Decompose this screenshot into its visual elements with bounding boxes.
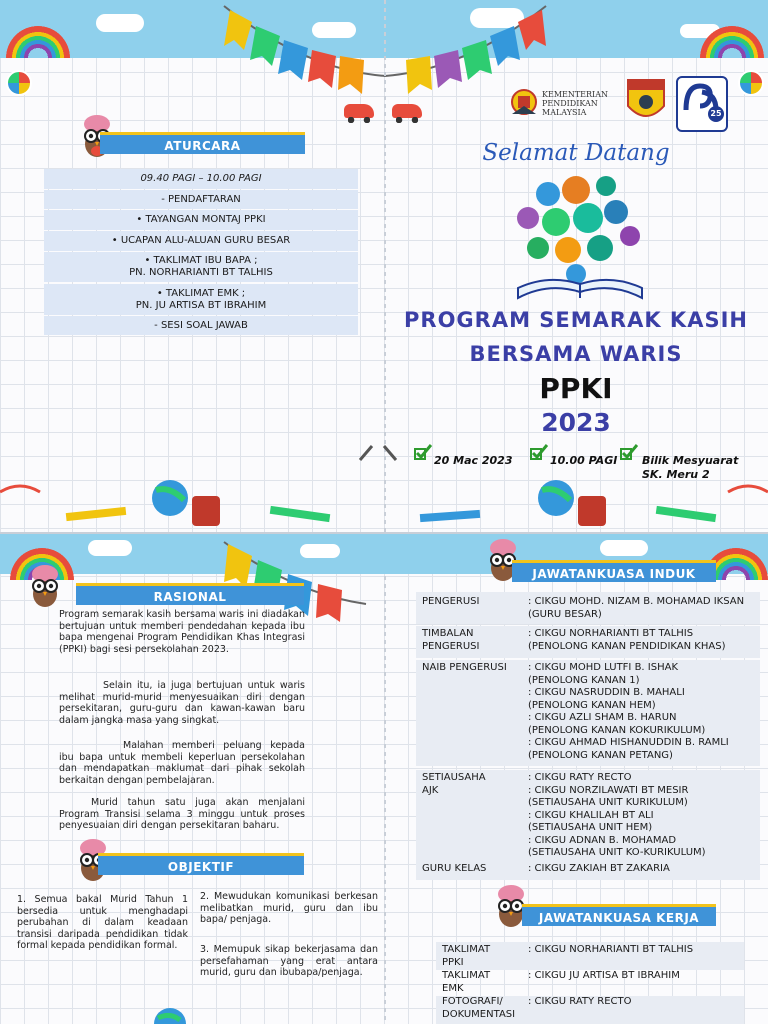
rasional-paragraph: Selain itu, ia juga bertujuan untuk waris melihat murid-murid menyesuaikan diri dengan persekitaran, guru-guru dan kawan-kawan baru dalam jangka masa yang singkat.	[59, 680, 305, 726]
committee-member: : CIKGU MOHD LUTFI B. ISHAK (PENOLONG KANAN 1) : CIKGU NASRUDDIN B. MAHALI (PENOLONG KANAN HEM) : CIKGU AZLI SHAM B. HARUN (PENOLONG KANAN KOKURIKULUM) : CIKGU AHMAD HISHANUDDIN B. RAMLI (PENOLONG KANAN PETANG)	[528, 662, 729, 761]
objektif-item: 3. Memupuk sikap bekerjasama dan persefahaman yang erat antara murid, guru dan ibubapa/penjaga.	[200, 944, 378, 978]
ministry-crest-icon	[508, 86, 540, 118]
ministry-name	[542, 90, 608, 117]
beach-ball-icon	[738, 70, 764, 96]
toy-car-icon	[392, 104, 422, 118]
rasional-header: RASIONAL	[76, 583, 304, 605]
aturcara-item: • UCAPAN ALU-ALUAN GURU BESAR	[44, 231, 358, 251]
event-date: 20 Mac 2023	[434, 454, 513, 467]
aturcara-item-line: PN. NORHARIANTI BT TALHIS	[129, 267, 273, 278]
program-year: 2023	[541, 408, 611, 437]
aturcara-item	[44, 252, 358, 282]
beach-ball-icon	[6, 70, 32, 96]
aturcara-header: ATURCARA	[100, 132, 305, 154]
committee-row	[416, 770, 760, 862]
committee-row	[416, 626, 760, 658]
committee-member: : CIKGU NORHARIANTI BT TALHIS (PENOLONG KANAN PENDIDIKAN KHAS)	[528, 628, 726, 652]
committee-role: TAKLIMAT EMK	[442, 970, 491, 994]
committee-row	[416, 862, 760, 880]
event-time: 10.00 PAGI	[550, 454, 618, 467]
committee-row	[436, 942, 744, 970]
aturcara-item-line: • TAKLIMAT EMK ;	[156, 287, 246, 299]
aturcara-item: - SESI SOAL JAWAB	[44, 316, 358, 335]
committee-role: GURU KELAS	[422, 863, 487, 874]
toy-car-icon	[344, 104, 374, 118]
jawatankuasa-kerja-header: JAWATANKUASA KERJA	[522, 904, 716, 926]
aturcara-item	[44, 284, 358, 315]
committee-row	[436, 970, 744, 996]
ppki-badge	[676, 76, 728, 132]
committee-row	[416, 592, 760, 624]
owl-mascot-icon	[28, 564, 62, 608]
aturcara-item-line: PN. JU ARTISA BT IBRAHIM	[135, 299, 267, 311]
committee-role: TIMBALAN PENGERUSI	[422, 628, 480, 652]
committee-role: FOTOGRAFI/ DOKUMENTASI	[442, 996, 516, 1020]
cloud-decoration	[96, 14, 144, 32]
program-title-ppki: PPKI	[539, 372, 613, 405]
committee-member: : CIKGU RATY RECTO	[528, 996, 632, 1007]
rasional-paragraph: Malahan memberi peluang kepada ibu bapa untuk membeli keperluan persekolahan dan mendapatkan maklumat dari pihak sekolah berkaitan dengan pembelajaran.	[59, 740, 305, 786]
committee-member: : CIKGU MOHD. NIZAM B. MOHAMAD IKSAN (GURU BESAR)	[528, 596, 745, 620]
cloud-decoration	[600, 540, 648, 556]
jawatankuasa-induk-header: JAWATANKUASA INDUK	[512, 560, 716, 582]
aturcara-item-line: • TAKLIMAT IBU BAPA ;	[144, 255, 258, 266]
committee-member: : CIKGU JU ARTISA BT IBRAHIM	[528, 970, 680, 981]
aturcara-time: 09.40 PAGI – 10.00 PAGI	[44, 169, 358, 189]
rasional-paragraph: Program semarak kasih bersama waris ini diadakan bertujuan untuk memberi pendedahan kepada ibu bapa mengenai Program Pendidikan Khas Integrasi (PPKI) bagi sesi persekolahan 2023.	[59, 609, 305, 655]
committee-row	[416, 660, 760, 766]
globe-decoration-icon	[140, 1006, 200, 1024]
committee-role: NAIB PENGERUSI	[422, 662, 507, 673]
school-crest-icon	[624, 76, 668, 128]
aturcara-item: - PENDAFTARAN	[44, 190, 358, 209]
objektif-item: 2. Mewudukan komunikasi berkesan melibatkan murid, guru dan ibu bapa/ penjaga.	[200, 891, 378, 925]
ministry-name-line: KEMENTERIAN	[542, 90, 608, 99]
committee-member: : CIKGU ZAKIAH BT ZAKARIA	[528, 863, 670, 874]
committee-row	[436, 996, 744, 1024]
committee-role: PENGERUSI	[422, 596, 480, 607]
venue-line: SK. Meru 2	[642, 468, 710, 481]
ministry-name-line: PENDIDIKAN	[542, 99, 598, 108]
committee-member: : CIKGU NORHARIANTI BT TALHIS	[528, 944, 694, 955]
objektif-item: 1. Semua bakal Murid Tahun 1 bersedia untuk menghadapi perubahan di dalam keadaan transisi daripada pendidikan tidak formal kepada pendidikan formal.	[17, 894, 188, 951]
committee-role: TAKLIMAT PPKI	[442, 944, 491, 968]
fold-line-horizontal	[0, 532, 768, 534]
badge-number: 25	[708, 106, 724, 122]
aturcara-item: • TAYANGAN MONTAJ PPKI	[44, 210, 358, 230]
venue-line: Bilik Mesyuarat	[642, 454, 739, 467]
program-title-line2: BERSAMA WARIS	[469, 342, 683, 366]
cloud-decoration	[88, 540, 132, 556]
stationery-decoration	[0, 440, 768, 532]
ministry-name-line: MALAYSIA	[542, 108, 587, 117]
rasional-paragraph: Murid tahun satu juga akan menjalani Program Transisi selama 3 minggu untuk proses penyesuaian diri dengan persekitaran baharu.	[59, 797, 305, 831]
objektif-header: OBJEKTIF	[98, 853, 304, 875]
program-title-line1: PROGRAM SEMARAK KASIH	[404, 308, 748, 332]
welcome-text: Selamat Datang	[482, 140, 670, 166]
committee-role: SETIAUSAHA AJK	[422, 772, 486, 796]
committee-member: : CIKGU RATY RECTO : CIKGU NORZILAWATI BT MESIR (SETIAUSAHA UNIT KURIKULUM) : CIKGU KHALILAH BT ALI (SETIAUSAHA UNIT HEM) : CIKGU ADNAN B. MOHAMAD (SETIAUSAHA UNIT KO-KURIKULUM)	[528, 772, 706, 858]
open-book-science-icon	[512, 170, 648, 302]
